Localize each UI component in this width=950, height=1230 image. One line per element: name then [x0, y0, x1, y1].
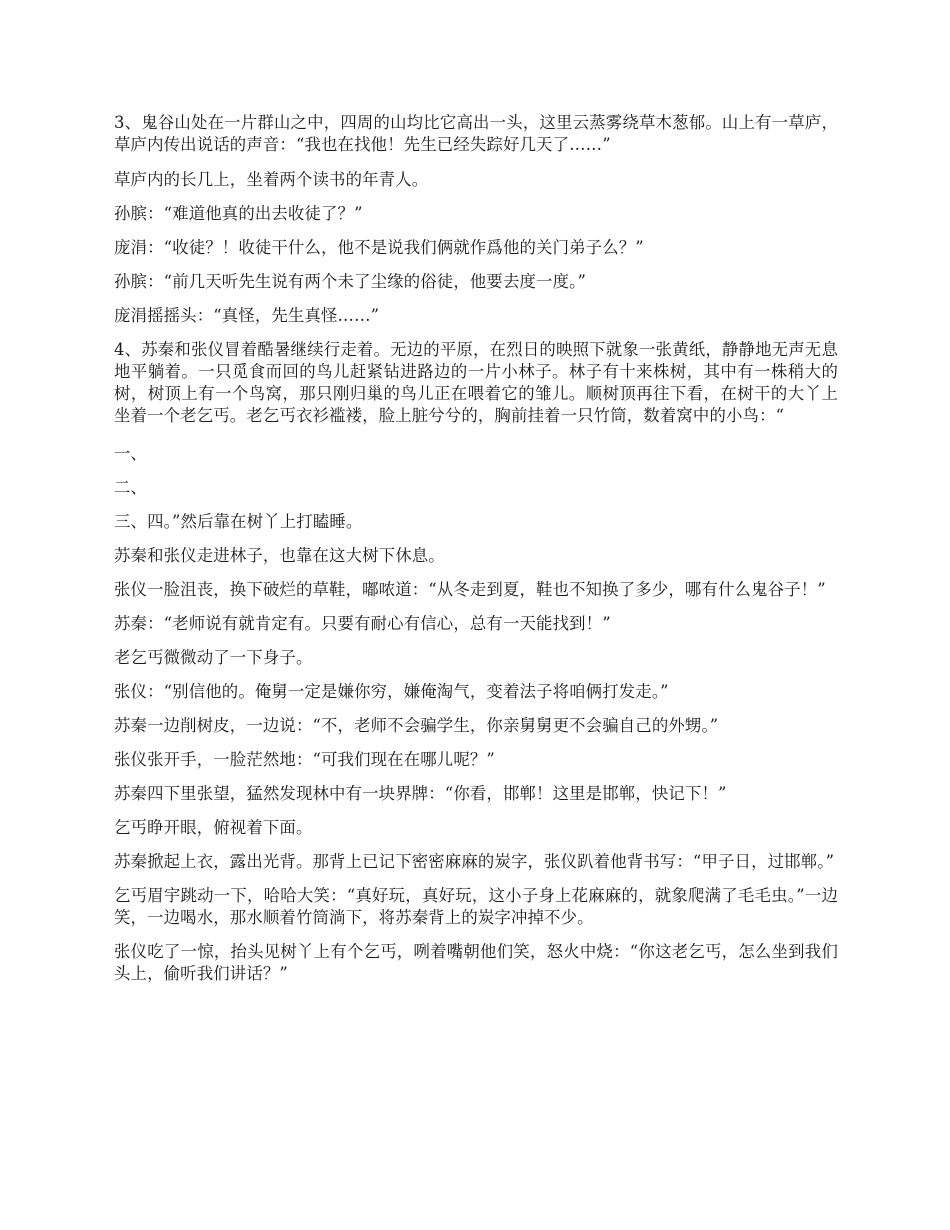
paragraph-dialogue: 苏秦：“老师说有就肯定有。只要有耐心有信心，总有一天能找到！”	[114, 614, 611, 633]
paragraph-narration: 苏秦掀起上衣，露出光背。那背上已记下密密麻麻的炭字，张仪趴着他背书写：“甲子日，过邯郸。”	[114, 852, 835, 871]
paragraph-narration: 苏秦和张仪走进林子，也靠在这大树下休息。	[114, 546, 445, 565]
paragraph-section-3-intro: 3、鬼谷山处在一片群山之中，四周的山均比它高出一头，这里云蒸雾绕草木葱郁。山上有一草庐，草庐内传出说话的声音：“我也在找他！先生已经失踪好几天了……”	[114, 113, 838, 154]
paragraph-dialogue: 张仪：“别信他的。俺舅一定是嫌你穷，嫌俺淘气，变着法子将咱俩打发走。”	[114, 682, 669, 701]
paragraph-count-two: 二、	[114, 478, 148, 497]
paragraph-section-4-intro: 4、苏秦和张仪冒着酷暑继续行走着。无边的平原，在烈日的映照下就象一张黄纸，静静地无声无息地平躺着。一只觅食而回的鸟儿赶紧钻进路边的一片小林子。林子有十来株树，其中有一株稍大的树，树顶上有一个鸟窝，那只刚归巢的鸟儿正在喂着它的雏儿。顺树顶再往下看，在树干的大丫上坐着一个老乞丐。老乞丐衣衫褴褛，脸上脏兮兮的，胸前挂着一只竹筒，数着窝中的小鸟：“	[114, 340, 838, 425]
paragraph-narration: 乞丐睁开眼，俯视着下面。	[114, 818, 313, 837]
paragraph-dialogue: 庞涓：“收徒？！收徒干什么，他不是说我们俩就作爲他的关门弟子么？”	[114, 238, 644, 257]
paragraph-dialogue: 乞丐眉宇跳动一下，哈哈大笑：“真好玩，真好玩，这小子身上花麻麻的，就象爬满了毛毛虫。”一边笑，一边喝水，那水顺着竹筒淌下，将苏秦背上的炭字冲掉不少。	[114, 886, 838, 927]
paragraph-dialogue: 庞涓摇摇头：“真怪，先生真怪……”	[114, 306, 380, 325]
paragraph-dialogue: 孙膑：“难道他真的出去收徒了？”	[114, 204, 363, 223]
paragraph-count-three-four: 三、四。”然后靠在树丫上打瞌睡。	[114, 512, 363, 531]
paragraph-dialogue: 张仪一脸沮丧，换下破烂的草鞋，嘟哝道：“从冬走到夏，鞋也不知换了多少，哪有什么鬼谷子！”	[114, 580, 826, 599]
paragraph-narration: 草庐内的长几上，坐着两个读书的年青人。	[114, 170, 429, 189]
paragraph-dialogue: 张仪吃了一惊，抬头见树丫上有个乞丐，咧着嘴朝他们笑，怒火中烧：“你这老乞丐，怎么坐到我们头上，偷听我们讲话？”	[114, 942, 838, 983]
document-page	[114, 112, 838, 985]
paragraph-dialogue: 苏秦一边削树皮，一边说：“不，老师不会骗学生，你亲舅舅更不会骗自己的外甥。”	[114, 716, 719, 735]
paragraph-narration: 老乞丐微微动了一下身子。	[114, 648, 313, 667]
paragraph-count-one: 一、	[114, 444, 148, 463]
paragraph-dialogue: 孙膑：“前几天听先生说有两个未了尘缘的俗徒，他要去度一度。”	[114, 272, 586, 291]
paragraph-dialogue: 张仪张开手，一脸茫然地：“可我们现在在哪儿呢？”	[114, 750, 495, 769]
paragraph-dialogue: 苏秦四下里张望，猛然发现林中有一块界牌：“你看，邯郸！这里是邯郸，快记下！”	[114, 784, 727, 803]
